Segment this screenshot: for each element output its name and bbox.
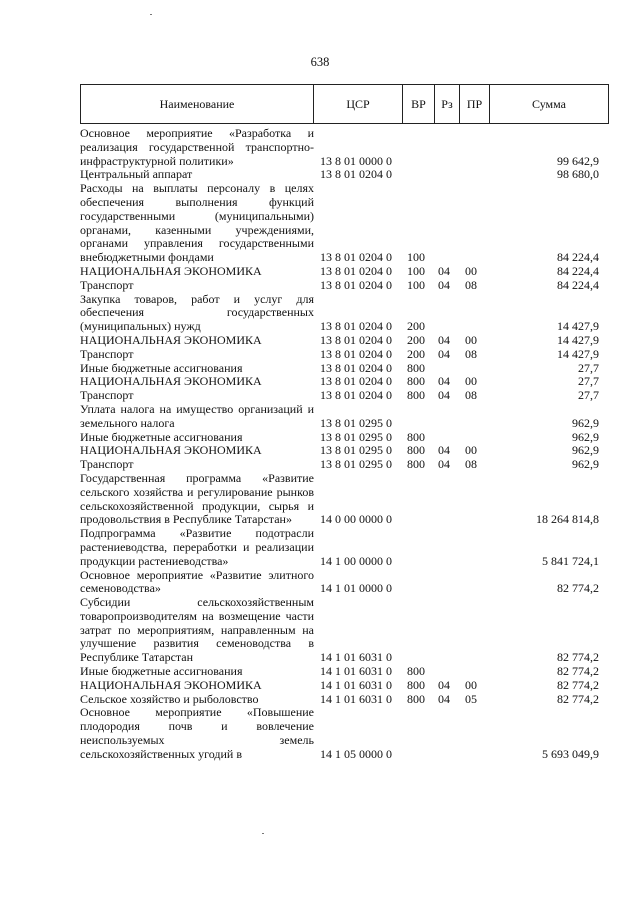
row-pr: 00 (465, 263, 477, 278)
page-number: 638 (310, 55, 330, 69)
row-rz: 04 (438, 457, 450, 472)
row-vr: 800 (407, 677, 425, 692)
row-sum: 82 774,2 (557, 664, 599, 679)
row-sum: 14 427,9 (557, 346, 599, 361)
table-row (80, 375, 609, 389)
row-sum: 84 224,4 (557, 277, 599, 292)
row-sum: 27,7 (578, 388, 599, 403)
table-row (80, 362, 609, 376)
row-name: НАЦИОНАЛЬНАЯ ЭКОНОМИКА (80, 263, 262, 278)
row-csr: 14 1 01 0000 0 (320, 581, 392, 596)
table-row (80, 279, 609, 293)
row-pr: 08 (465, 457, 477, 472)
row-rz: 04 (438, 443, 450, 458)
row-vr: 800 (407, 360, 425, 375)
row-sum: 14 427,9 (557, 332, 599, 347)
row-rz: 04 (438, 691, 450, 706)
row-rz: 04 (438, 277, 450, 292)
table-row (80, 334, 609, 348)
table-row (80, 679, 609, 693)
row-vr: 800 (407, 388, 425, 403)
row-sum: 962,9 (572, 443, 599, 458)
header-sum: Сумма (490, 85, 609, 123)
table-row (80, 293, 609, 334)
row-rz: 04 (438, 263, 450, 278)
table-row (80, 706, 609, 761)
row-csr: 13 8 01 0204 0 (320, 263, 392, 278)
row-sum: 962,9 (572, 457, 599, 472)
row-name: Расходы на выплаты персоналу в целях обеспечения выполнения функций государственными (муниципальными) органами, казенными учреждениями, органами управления государственными внебюджетными фондами (80, 181, 314, 265)
table-row (80, 693, 609, 707)
row-csr: 13 8 01 0204 0 (320, 346, 392, 361)
row-vr: 100 (407, 250, 425, 265)
row-csr: 13 8 01 0204 0 (320, 388, 392, 403)
row-name: Субсидии сельскохозяйственным товаропроизводителям на возмещение части затрат по мероприятиям, направленным на улучшение развития семеноводства в Республике Татарстан (80, 595, 314, 665)
table-row (80, 389, 609, 403)
row-csr: 14 1 00 0000 0 (320, 553, 392, 568)
row-name: Иные бюджетные ассигнования (80, 360, 243, 375)
table-row (80, 444, 609, 458)
table-row (80, 265, 609, 279)
row-csr: 13 8 01 0204 0 (320, 167, 392, 182)
row-sum: 82 774,2 (557, 581, 599, 596)
row-csr: 13 8 01 0295 0 (320, 429, 392, 444)
row-rz: 04 (438, 374, 450, 389)
row-sum: 27,7 (578, 360, 599, 375)
row-name: Закупка товаров, работ и услуг для обеспечения государственных (муниципальных) нужд (80, 291, 314, 334)
row-rz: 04 (438, 677, 450, 692)
row-pr: 05 (465, 691, 477, 706)
table-row (80, 168, 609, 182)
table-row (80, 665, 609, 679)
row-csr: 13 8 01 0295 0 (320, 457, 392, 472)
row-vr: 800 (407, 664, 425, 679)
row-name: НАЦИОНАЛЬНАЯ ЭКОНОМИКА (80, 443, 262, 458)
row-sum: 82 774,2 (557, 691, 599, 706)
row-sum: 99 642,9 (557, 153, 599, 168)
row-name: Государственная программа «Развитие сельского хозяйства и регулирование рынков сельскохозяйственной продукции, сырья и продовольствия в Республике Татарстан» (80, 470, 314, 527)
row-name: Транспорт (80, 457, 134, 472)
row-name: Транспорт (80, 388, 134, 403)
row-csr: 14 1 01 6031 0 (320, 650, 392, 665)
row-csr: 13 8 01 0204 0 (320, 360, 392, 375)
table-body (80, 127, 609, 762)
table-row (80, 458, 609, 472)
row-csr: 14 1 01 6031 0 (320, 691, 392, 706)
row-sum: 962,9 (572, 429, 599, 444)
table-row (80, 182, 609, 265)
row-vr: 800 (407, 691, 425, 706)
table-row (80, 431, 609, 445)
row-name: Основное мероприятие «Разработка и реализация государственной транспортно-инфраструктурной политики» (80, 126, 314, 168)
row-sum: 18 264 814,8 (536, 512, 599, 527)
row-name: Сельское хозяйство и рыболовство (80, 691, 259, 706)
row-pr: 00 (465, 677, 477, 692)
row-sum: 5 841 724,1 (542, 553, 599, 568)
row-csr: 13 8 01 0295 0 (320, 443, 392, 458)
header-csr: ЦСР (314, 85, 403, 123)
table-row (80, 569, 609, 597)
row-pr: 00 (465, 443, 477, 458)
table-row (80, 527, 609, 568)
row-sum: 98 680,0 (557, 167, 599, 182)
row-vr: 200 (407, 332, 425, 347)
row-vr: 800 (407, 374, 425, 389)
row-name: Центральный аппарат (80, 167, 193, 182)
row-csr: 13 8 01 0204 0 (320, 374, 392, 389)
row-vr: 800 (407, 429, 425, 444)
row-pr: 08 (465, 346, 477, 361)
row-name: НАЦИОНАЛЬНАЯ ЭКОНОМИКА (80, 677, 262, 692)
row-vr: 200 (407, 346, 425, 361)
row-sum: 82 774,2 (557, 677, 599, 692)
row-vr: 800 (407, 457, 425, 472)
row-name: НАЦИОНАЛЬНАЯ ЭКОНОМИКА (80, 374, 262, 389)
row-name: Подпрограмма «Развитие подотрасли растениеводства, переработки и реализации продукции растениеводства» (80, 526, 314, 568)
header-pr: ПР (460, 85, 490, 123)
header-vr: ВР (403, 85, 435, 123)
row-sum: 84 224,4 (557, 250, 599, 265)
row-vr: 200 (407, 319, 425, 334)
row-name: Основное мероприятие «Повышение плодородия почв и вовлечение неиспользуемых земель сельскохозяйственных угодий в (80, 705, 314, 761)
row-csr: 14 1 01 6031 0 (320, 664, 392, 679)
row-csr: 14 1 05 0000 0 (320, 746, 392, 761)
row-name: Основное мероприятие «Развитие элитного семеноводства» (80, 567, 314, 596)
row-rz: 04 (438, 346, 450, 361)
header-rz: Рз (435, 85, 460, 123)
row-pr: 00 (465, 374, 477, 389)
table-row (80, 127, 609, 168)
scan-speck (150, 14, 152, 15)
row-rz: 04 (438, 332, 450, 347)
row-csr: 13 8 01 0295 0 (320, 415, 392, 430)
row-csr: 13 8 01 0204 0 (320, 250, 392, 265)
row-csr: 13 8 01 0204 0 (320, 277, 392, 292)
row-name: Иные бюджетные ассигнования (80, 664, 243, 679)
row-csr: 13 8 01 0204 0 (320, 319, 392, 334)
row-sum: 962,9 (572, 415, 599, 430)
table-row (80, 596, 609, 665)
row-csr: 13 8 01 0204 0 (320, 332, 392, 347)
row-pr: 08 (465, 277, 477, 292)
row-csr: 13 8 01 0000 0 (320, 153, 392, 168)
row-name: Транспорт (80, 346, 134, 361)
row-pr: 00 (465, 332, 477, 347)
table-header (80, 84, 609, 124)
row-csr: 14 1 01 6031 0 (320, 677, 392, 692)
row-sum: 27,7 (578, 374, 599, 389)
row-pr: 08 (465, 388, 477, 403)
row-name: Иные бюджетные ассигнования (80, 429, 243, 444)
table-row (80, 348, 609, 362)
row-sum: 82 774,2 (557, 650, 599, 665)
row-name: НАЦИОНАЛЬНАЯ ЭКОНОМИКА (80, 332, 262, 347)
header-name: Наименование (80, 85, 314, 123)
table-row (80, 472, 609, 527)
row-sum: 14 427,9 (557, 319, 599, 334)
row-sum: 5 693 049,9 (542, 746, 599, 761)
scan-speck (262, 833, 264, 834)
row-vr: 100 (407, 277, 425, 292)
row-sum: 84 224,4 (557, 263, 599, 278)
row-vr: 800 (407, 443, 425, 458)
row-vr: 100 (407, 263, 425, 278)
row-name: Уплата налога на имущество организаций и земельного налога (80, 401, 314, 430)
row-name: Транспорт (80, 277, 134, 292)
row-rz: 04 (438, 388, 450, 403)
table-row (80, 403, 609, 431)
row-csr: 14 0 00 0000 0 (320, 512, 392, 527)
